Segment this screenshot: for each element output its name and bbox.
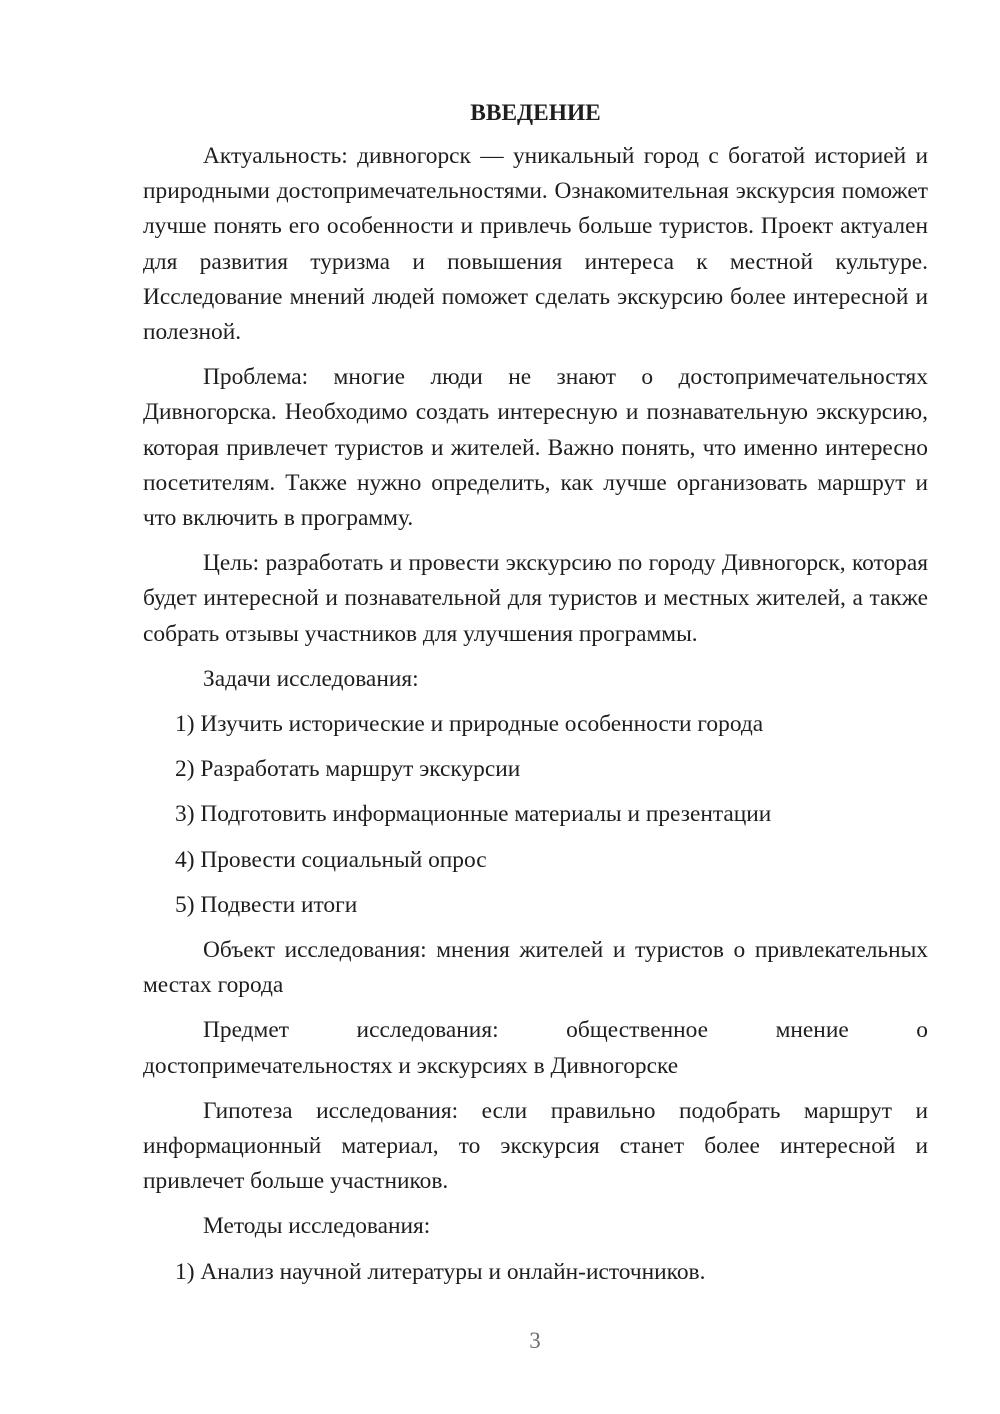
problem-paragraph: Проблема: многие люди не знают о достопримечательностях Дивногорска. Необходимо создать интересную и познавательную экскурсию, которая привлечет туристов и жителей. Важно понять, что именно интересно посетителям. Также нужно определить, как лучше организовать маршрут и что включить в программу. (143, 364, 928, 532)
task-item-2: 2) Разработать маршрут экскурсии (175, 756, 521, 783)
tasks-title: Задачи исследования: (203, 665, 419, 692)
subject-paragraph: Предмет исследования: общественное мнение о достопримечательностях и экскурсиях в Дивногорске (143, 1017, 928, 1079)
goal-paragraph: Цель: разработать и провести экскурсию по городу Дивногорск, которая будет интересной и познавательной для туристов и местных жителей, а также собрать отзывы участников для улучшения программы. (143, 550, 928, 647)
relevance-paragraph: Актуальность: дивногорск — уникальный город с богатой историей и природными достопримечательностями. Ознакомительная экскурсия поможет лучше понять его особенности и привлечь больше туристов. Проект актуален для развития туризма и повышения интереса к местной культуре. Исследование мнений людей поможет сделать экскурсию более интересной и полезной. (143, 143, 928, 346)
task-item-3: 3) Подготовить информационные материалы и презентации (175, 801, 772, 828)
task-item-5: 5) Подвести итоги (175, 891, 358, 918)
page-number: 3 (529, 1328, 541, 1353)
task-item-1: 1) Изучить исторические и природные особенности города (175, 711, 764, 738)
page-content (143, 96, 928, 1300)
object-paragraph: Объект исследования: мнения жителей и туристов о привлекательных местах города (143, 937, 928, 999)
methods-title: Методы исследования: (203, 1213, 431, 1240)
hypothesis-paragraph: Гипотеза исследования: если правильно подобрать маршрут и информационный материал, то экскурсия станет более интересной и привлечет больше участников. (143, 1097, 928, 1195)
task-item-4: 4) Провести социальный опрос (175, 846, 487, 873)
method-item-1: 1) Анализ научной литературы и онлайн-источников. (175, 1258, 706, 1285)
section-heading: ВВЕДЕНИЕ (470, 100, 601, 126)
